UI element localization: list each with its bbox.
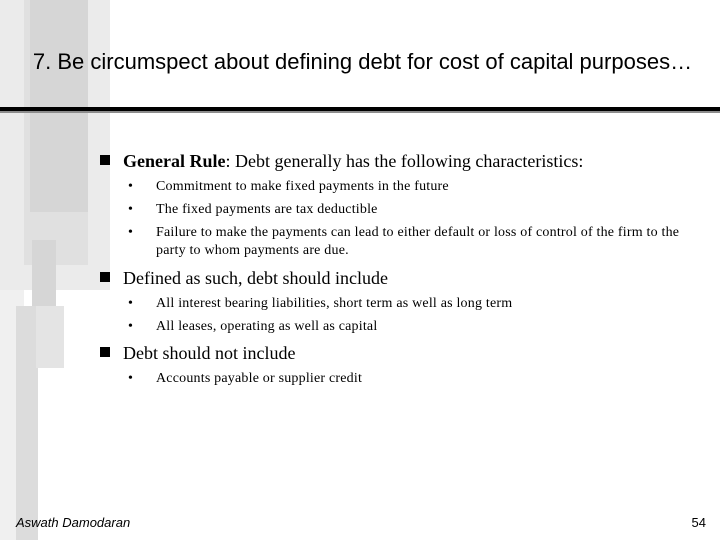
square-bullet-icon — [100, 347, 110, 357]
footer-author: Aswath Damodaran — [16, 515, 131, 530]
decorative-block — [32, 240, 56, 310]
decorative-block — [36, 306, 64, 368]
title-divider-shadow — [0, 111, 720, 113]
square-bullet-icon — [100, 155, 110, 165]
dot-bullet-icon: • — [128, 225, 133, 240]
slide-title: 7. Be circumspect about defining debt for cost of capital purposes… — [32, 49, 693, 74]
decorative-block — [16, 306, 38, 540]
bullet-bold-label: General Rule — [123, 151, 226, 171]
dot-bullet-icon: • — [128, 319, 133, 334]
bullet-text: General Rule: Debt generally has the following characteristics: — [123, 151, 584, 171]
dot-bullet-icon: • — [128, 296, 133, 311]
decorative-block — [30, 0, 88, 212]
dot-bullet-icon: • — [128, 371, 133, 386]
dot-bullet-icon: • — [128, 179, 133, 194]
square-bullet-icon — [100, 272, 110, 282]
dot-bullet-icon: • — [128, 202, 133, 217]
page-number: 54 — [691, 515, 706, 530]
